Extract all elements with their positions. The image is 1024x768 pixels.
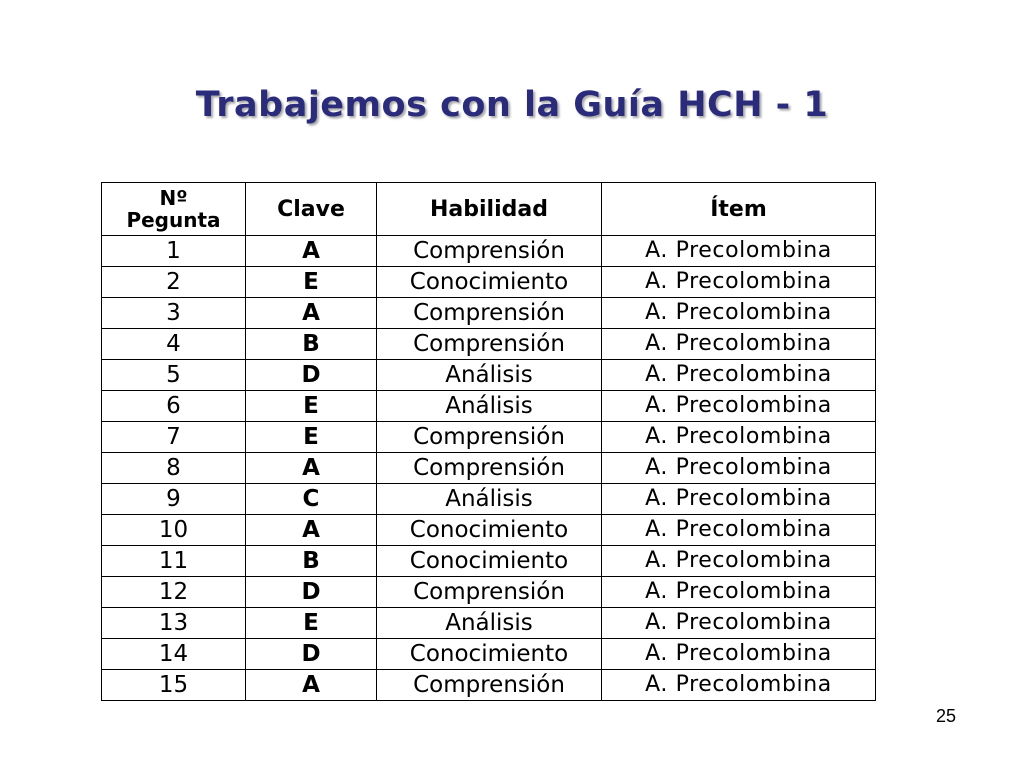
cell-answer-key: B [246, 546, 377, 577]
cell-skill: Conocimiento [377, 515, 602, 546]
table-row [102, 670, 876, 701]
cell-answer-key: B [246, 329, 377, 360]
cell-question-number: 10 [102, 515, 246, 546]
cell-skill: Comprensión [377, 236, 602, 267]
cell-question-number: 11 [102, 546, 246, 577]
table-row [102, 515, 876, 546]
cell-skill: Análisis [377, 391, 602, 422]
cell-answer-key: A [246, 453, 377, 484]
cell-question-number: 6 [102, 391, 246, 422]
cell-skill: Comprensión [377, 298, 602, 329]
cell-skill: Conocimiento [377, 267, 602, 298]
header-question-number [102, 183, 246, 236]
answer-key-table [101, 182, 876, 701]
answer-key-table-container [101, 182, 876, 701]
cell-item: A. Precolombina [602, 267, 876, 298]
cell-question-number: 7 [102, 422, 246, 453]
table-row [102, 546, 876, 577]
table-row [102, 391, 876, 422]
table-row [102, 298, 876, 329]
cell-answer-key: A [246, 236, 377, 267]
cell-answer-key: D [246, 360, 377, 391]
cell-answer-key: D [246, 577, 377, 608]
table-body [102, 236, 876, 701]
table-row [102, 484, 876, 515]
cell-question-number: 8 [102, 453, 246, 484]
header-skill: Habilidad [377, 183, 602, 236]
cell-item: A. Precolombina [602, 298, 876, 329]
cell-question-number: 13 [102, 608, 246, 639]
cell-answer-key: C [246, 484, 377, 515]
cell-skill: Comprensión [377, 453, 602, 484]
cell-skill: Comprensión [377, 577, 602, 608]
cell-skill: Análisis [377, 360, 602, 391]
cell-answer-key: E [246, 608, 377, 639]
cell-item: A. Precolombina [602, 236, 876, 267]
cell-item: A. Precolombina [602, 453, 876, 484]
header-question-number-line1: Nº [159, 186, 188, 210]
cell-skill: Comprensión [377, 329, 602, 360]
cell-question-number: 4 [102, 329, 246, 360]
cell-item: A. Precolombina [602, 422, 876, 453]
cell-question-number: 14 [102, 639, 246, 670]
table-header [102, 183, 876, 236]
cell-question-number: 2 [102, 267, 246, 298]
table-row [102, 267, 876, 298]
cell-item: A. Precolombina [602, 546, 876, 577]
cell-answer-key: A [246, 515, 377, 546]
cell-skill: Conocimiento [377, 639, 602, 670]
cell-item: A. Precolombina [602, 577, 876, 608]
page-number: 25 [936, 706, 957, 726]
table-row [102, 577, 876, 608]
cell-item: A. Precolombina [602, 608, 876, 639]
cell-answer-key: D [246, 639, 377, 670]
header-question-number-line2: Pegunta [126, 208, 221, 232]
cell-answer-key: E [246, 391, 377, 422]
cell-question-number: 9 [102, 484, 246, 515]
header-key: Clave [246, 183, 377, 236]
cell-skill: Análisis [377, 608, 602, 639]
cell-answer-key: A [246, 670, 377, 701]
cell-question-number: 1 [102, 236, 246, 267]
cell-item: A. Precolombina [602, 329, 876, 360]
table-row [102, 639, 876, 670]
header-row [102, 183, 876, 236]
cell-skill: Comprensión [377, 670, 602, 701]
cell-question-number: 3 [102, 298, 246, 329]
cell-question-number: 5 [102, 360, 246, 391]
cell-question-number: 15 [102, 670, 246, 701]
table-row [102, 422, 876, 453]
cell-item: A. Precolombina [602, 639, 876, 670]
cell-skill: Análisis [377, 484, 602, 515]
cell-answer-key: A [246, 298, 377, 329]
table-row [102, 453, 876, 484]
cell-item: A. Precolombina [602, 670, 876, 701]
slide-title: Trabajemos con la Guía HCH - 1 [195, 85, 829, 126]
table-row [102, 329, 876, 360]
cell-item: A. Precolombina [602, 515, 876, 546]
table-row [102, 236, 876, 267]
header-item: Ítem [602, 183, 876, 236]
cell-skill: Comprensión [377, 422, 602, 453]
cell-question-number: 12 [102, 577, 246, 608]
cell-item: A. Precolombina [602, 484, 876, 515]
cell-item: A. Precolombina [602, 391, 876, 422]
cell-item: A. Precolombina [602, 360, 876, 391]
cell-skill: Conocimiento [377, 546, 602, 577]
table-row [102, 360, 876, 391]
table-row [102, 608, 876, 639]
cell-answer-key: E [246, 422, 377, 453]
cell-answer-key: E [246, 267, 377, 298]
